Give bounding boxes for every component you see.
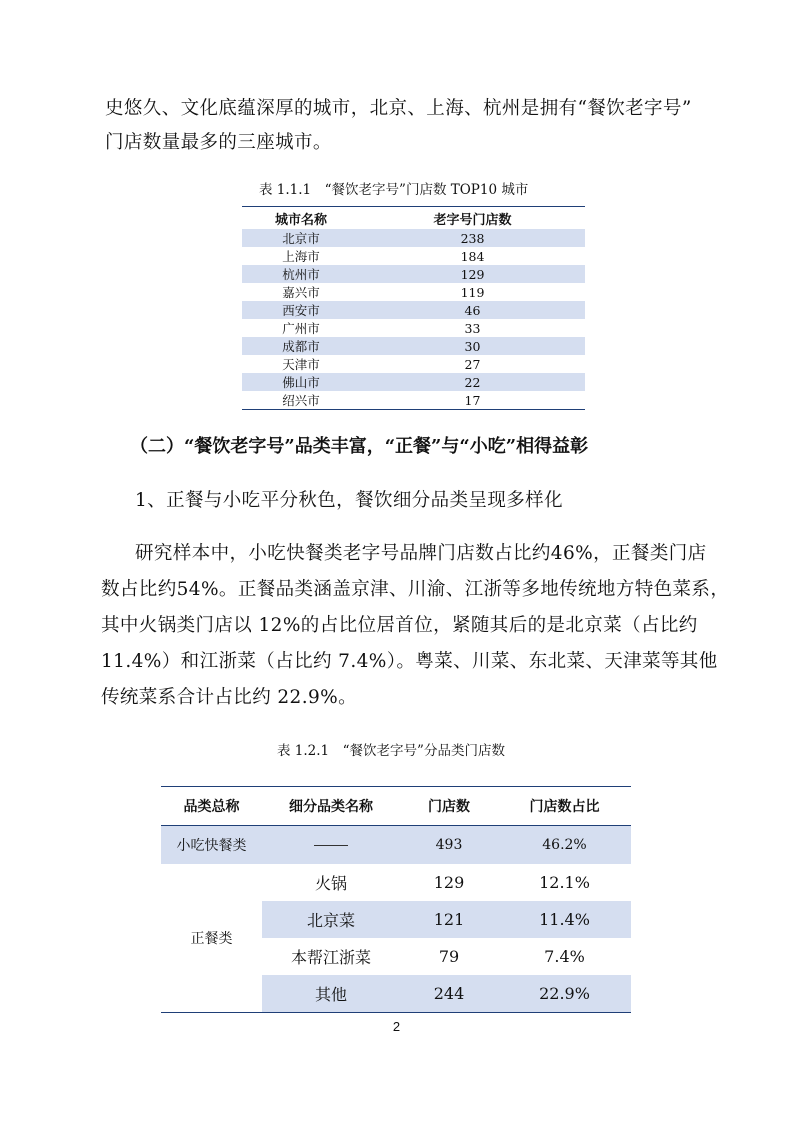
city-name: 佛山市	[282, 375, 320, 390]
body-line-5: 传统菜系合计占比约 22.9%。	[101, 687, 358, 708]
city-name: 天津市	[282, 357, 320, 372]
table-row	[242, 319, 585, 337]
table2-header-subcategory: 细分品类名称	[289, 799, 373, 815]
subcategory-name: 北京菜	[306, 911, 355, 930]
store-share: 46.2%	[542, 837, 587, 853]
top10-cities-table	[242, 206, 585, 410]
store-count: 244	[433, 984, 465, 1003]
store-count: 27	[464, 356, 481, 372]
page-number: 2	[392, 1019, 401, 1034]
table2-bottom-rule	[161, 1012, 631, 1013]
city-name: 杭州市	[282, 267, 320, 282]
table1-header-row	[242, 207, 585, 229]
subcategory-name: 本帮江浙菜	[290, 948, 371, 967]
store-count: 22	[464, 374, 481, 390]
store-count: 129	[433, 873, 465, 892]
body-line-3: 其中火锅类门店以 12%的占比位居首位，紧随其后的是北京菜（占比约	[101, 615, 698, 636]
city-name: 广州市	[282, 321, 320, 336]
body-line-1: 研究样本中，小吃快餐类老字号品牌门店数占比约46%，正餐类门店	[135, 543, 707, 564]
city-name: 嘉兴市	[282, 285, 320, 300]
table2-header-row	[161, 787, 631, 825]
table-row	[242, 301, 585, 319]
table-row	[242, 391, 585, 409]
table-row	[242, 355, 585, 373]
table-row	[161, 826, 631, 864]
subcategory-name: 其他	[314, 985, 347, 1004]
table2-header-count: 门店数	[428, 799, 470, 815]
store-share: 7.4%	[544, 947, 585, 966]
city-name: 成都市	[282, 339, 320, 354]
table2-caption: 表 1.2.1 “餐饮老字号”分品类门店数	[277, 743, 505, 759]
table-row	[262, 938, 631, 975]
table-row	[262, 864, 631, 901]
store-share: 22.9%	[539, 984, 590, 1003]
category-stores-table	[161, 786, 631, 1013]
city-name: 绍兴市	[282, 393, 320, 408]
store-count: 121	[433, 910, 465, 929]
section-subheading: 1、正餐与小吃平分秋色，餐饮细分品类呈现多样化	[135, 490, 563, 511]
store-count: 238	[460, 230, 485, 246]
intro-line-2: 门店数量最多的三座城市。	[105, 132, 332, 153]
store-share: 11.4%	[539, 910, 590, 929]
store-count: 46	[464, 302, 481, 318]
table1-caption: 表 1.1.1 “餐饮老字号”门店数 TOP10 城市	[259, 182, 529, 198]
table-row	[242, 373, 585, 391]
store-count: 493	[435, 837, 463, 853]
store-count: 119	[460, 284, 485, 300]
subcategory-dash	[262, 837, 400, 853]
city-name: 北京市	[282, 231, 320, 246]
body-line-4: 11.4%）和江浙菜（占比约 7.4%）。粤菜、川菜、东北菜、天津菜等其他	[101, 651, 718, 672]
table2-header-category: 品类总称	[183, 799, 240, 815]
category-name: 正餐类	[190, 931, 233, 947]
category-name: 小吃快餐类	[176, 838, 247, 854]
store-count: 79	[438, 947, 460, 966]
table-row	[242, 229, 585, 247]
table2-header-share: 门店数占比	[529, 799, 600, 815]
store-count: 184	[460, 248, 485, 264]
table1-bottom-rule	[242, 409, 585, 410]
table1-header-city: 城市名称	[274, 212, 327, 228]
intro-line-1: 史悠久、文化底蕴深厚的城市，北京、上海、杭州是拥有“餐饮老字号”	[105, 98, 692, 119]
store-count: 33	[464, 320, 481, 336]
table-row	[242, 247, 585, 265]
table-row	[262, 975, 631, 1012]
store-count: 30	[464, 338, 481, 354]
formal-dining-group	[161, 864, 631, 1012]
table-row	[242, 337, 585, 355]
table-row	[242, 265, 585, 283]
table-row	[262, 901, 631, 938]
body-line-2: 数占比约54%。正餐品类涵盖京津、川渝、江浙等多地传统地方特色菜系，	[101, 579, 730, 600]
section-heading: （二）“餐饮老字号”品类丰富，“正餐”与“小吃”相得益彰	[130, 436, 589, 457]
store-share: 12.1%	[539, 873, 590, 892]
dash-line	[314, 845, 348, 846]
city-name: 西安市	[282, 303, 320, 318]
table1-header-count: 老字号门店数	[433, 212, 512, 228]
city-name: 上海市	[282, 249, 320, 264]
store-count: 17	[464, 392, 481, 408]
store-count: 129	[460, 266, 485, 282]
subcategory-name: 火锅	[314, 874, 347, 893]
table-row	[242, 283, 585, 301]
